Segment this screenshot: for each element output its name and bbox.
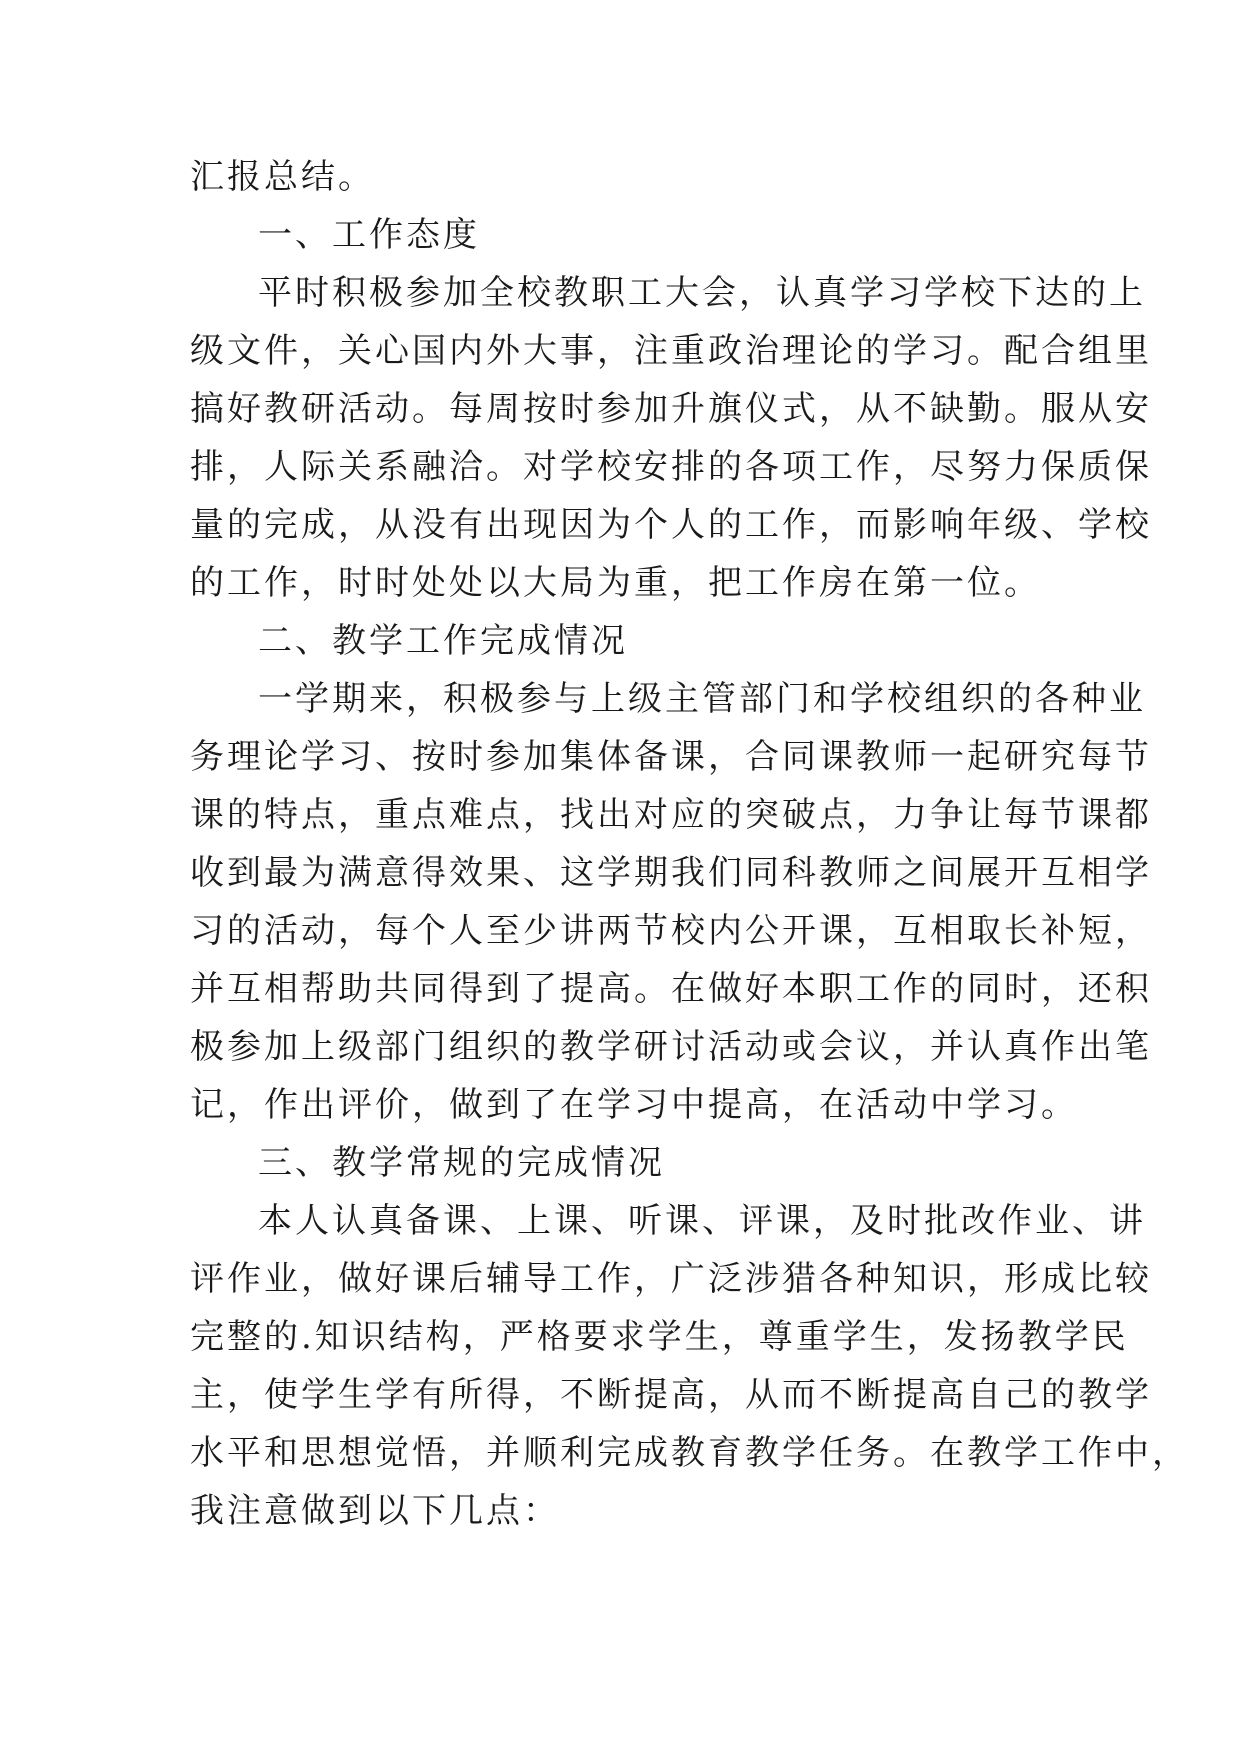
text-line: 课的特点，重点难点，找出对应的突破点，力争让每节课都	[190, 795, 1152, 835]
document-body	[190, 148, 1189, 1540]
text-line: 收到最为满意得效果、这学期我们同科教师之间展开互相学	[190, 853, 1152, 893]
text-line: 主，使学生学有所得，不断提高，从而不断提高自己的教学	[190, 1375, 1152, 1415]
text-line: 记，作出评价，做到了在学习中提高，在活动中学习。	[190, 1085, 1078, 1125]
section-heading: 三、教学常规的完成情况	[258, 1143, 665, 1183]
section-heading: 一、工作态度	[258, 215, 480, 255]
text-line: 本人认真备课、上课、听课、评课，及时批改作业、讲	[258, 1201, 1146, 1241]
text-line: 完整的.知识结构，严格要求学生，尊重学生，发扬教学民	[190, 1317, 1129, 1357]
text-line: 汇报总结。	[190, 157, 375, 197]
text-line: 级文件，关心国内外大事，注重政治理论的学习。配合组里	[190, 331, 1152, 371]
text-line: 量的完成，从没有出现因为个人的工作，而影响年级、学校	[190, 505, 1152, 545]
text-line: 平时积极参加全校教职工大会，认真学习学校下达的上	[258, 273, 1146, 313]
text-line: 水平和思想觉悟，并顺利完成教育教学任务。在教学工作中，	[190, 1433, 1189, 1473]
section-heading: 二、教学工作完成情况	[258, 621, 628, 661]
text-line: 的工作，时时处处以大局为重，把工作房在第一位。	[190, 563, 1041, 603]
text-line: 并互相帮助共同得到了提高。在做好本职工作的同时，还积	[190, 969, 1152, 1009]
text-line: 一学期来，积极参与上级主管部门和学校组织的各种业	[258, 679, 1146, 719]
text-line: 习的活动，每个人至少讲两节校内公开课，互相取长补短，	[190, 911, 1152, 951]
text-line: 我注意做到以下几点：	[190, 1491, 560, 1531]
text-line: 务理论学习、按时参加集体备课，合同课教师一起研究每节	[190, 737, 1152, 777]
text-line: 搞好教研活动。每周按时参加升旗仪式，从不缺勤。服从安	[190, 389, 1152, 429]
text-line: 极参加上级部门组织的教学研讨活动或会议，并认真作出笔	[190, 1027, 1152, 1067]
text-line: 排，人际关系融洽。对学校安排的各项工作，尽努力保质保	[190, 447, 1152, 487]
text-line: 评作业，做好课后辅导工作，广泛涉猎各种知识，形成比较	[190, 1259, 1152, 1299]
